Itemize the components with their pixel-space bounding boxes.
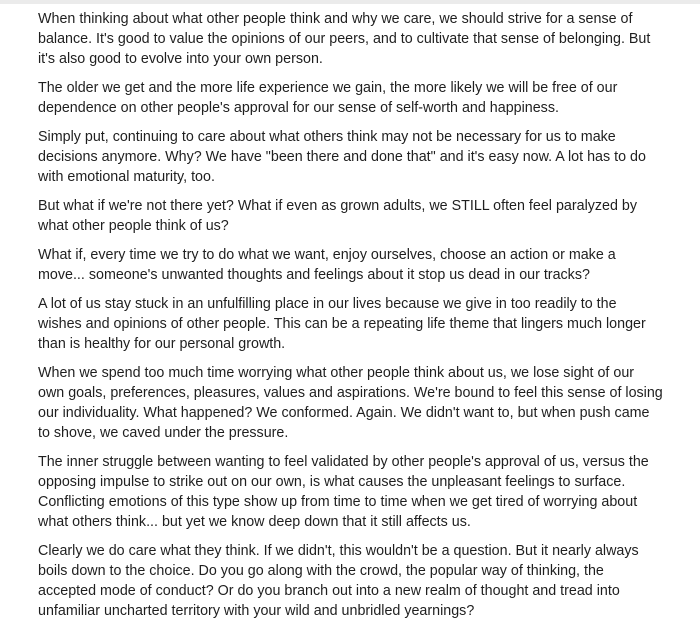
paragraph-6: A lot of us stay stuck in an unfulfilling place in our lives because we give in too readily to the wishes and opinions of other people. This can be a repeating life theme that lingers much longer than is healthy for our personal growth. [38, 296, 646, 352]
article-body [38, 9, 663, 630]
paragraph-7: When we spend too much time worrying what other people think about us, we lose sight of our own goals, preferences, pleasures, values and aspirations. We're bound to feel this sense of losing our individuality. What happened? We conformed. Again. We didn't want to, but when push came to shove, we caved under the pressure. [38, 365, 663, 441]
paragraph-4: But what if we're not there yet? What if even as grown adults, we STILL often feel paralyzed by what other people think of us? [38, 198, 638, 234]
paragraph-1: When thinking about what other people think and why we care, we should strive for a sense of balance. It's good to value the opinions of our peers, and to cultivate that sense of belonging. But it's also good to evolve into your own person. [38, 11, 651, 67]
paragraph-3: Simply put, continuing to care about what others think may not be necessary for us to make decisions anymore. Why? We have "been there and done that" and it's easy now. A lot has to do with emotional maturity, too. [38, 129, 646, 185]
paragraph-2: The older we get and the more life experience we gain, the more likely we will be free of our dependence on other people's approval for our sense of self-worth and happiness. [38, 80, 618, 116]
paragraph-9: Clearly we do care what they think. If we didn't, this wouldn't be a question. But it nearly always boils down to the choice. Do you go along with the crowd, the popular way of thinking, the accepted mode of conduct? Or do you branch out into a new realm of thought and tread into unfamiliar uncharted territory with your wild and unbridled yearnings? [38, 543, 639, 619]
paragraph-5: What if, every time we try to do what we want, enjoy ourselves, choose an action or make a move... someone's unwanted thoughts and feelings about it stop us dead in our tracks? [38, 247, 616, 283]
paragraph-8: The inner struggle between wanting to feel validated by other people's approval of us, versus the opposing impulse to strike out on our own, is what causes the unpleasant feelings to surface. Conflicting emotions of this type show up from time to time when we get tired of worrying about what others think... but yet we know deep down that it still affects us. [38, 454, 649, 530]
top-divider [0, 0, 700, 4]
